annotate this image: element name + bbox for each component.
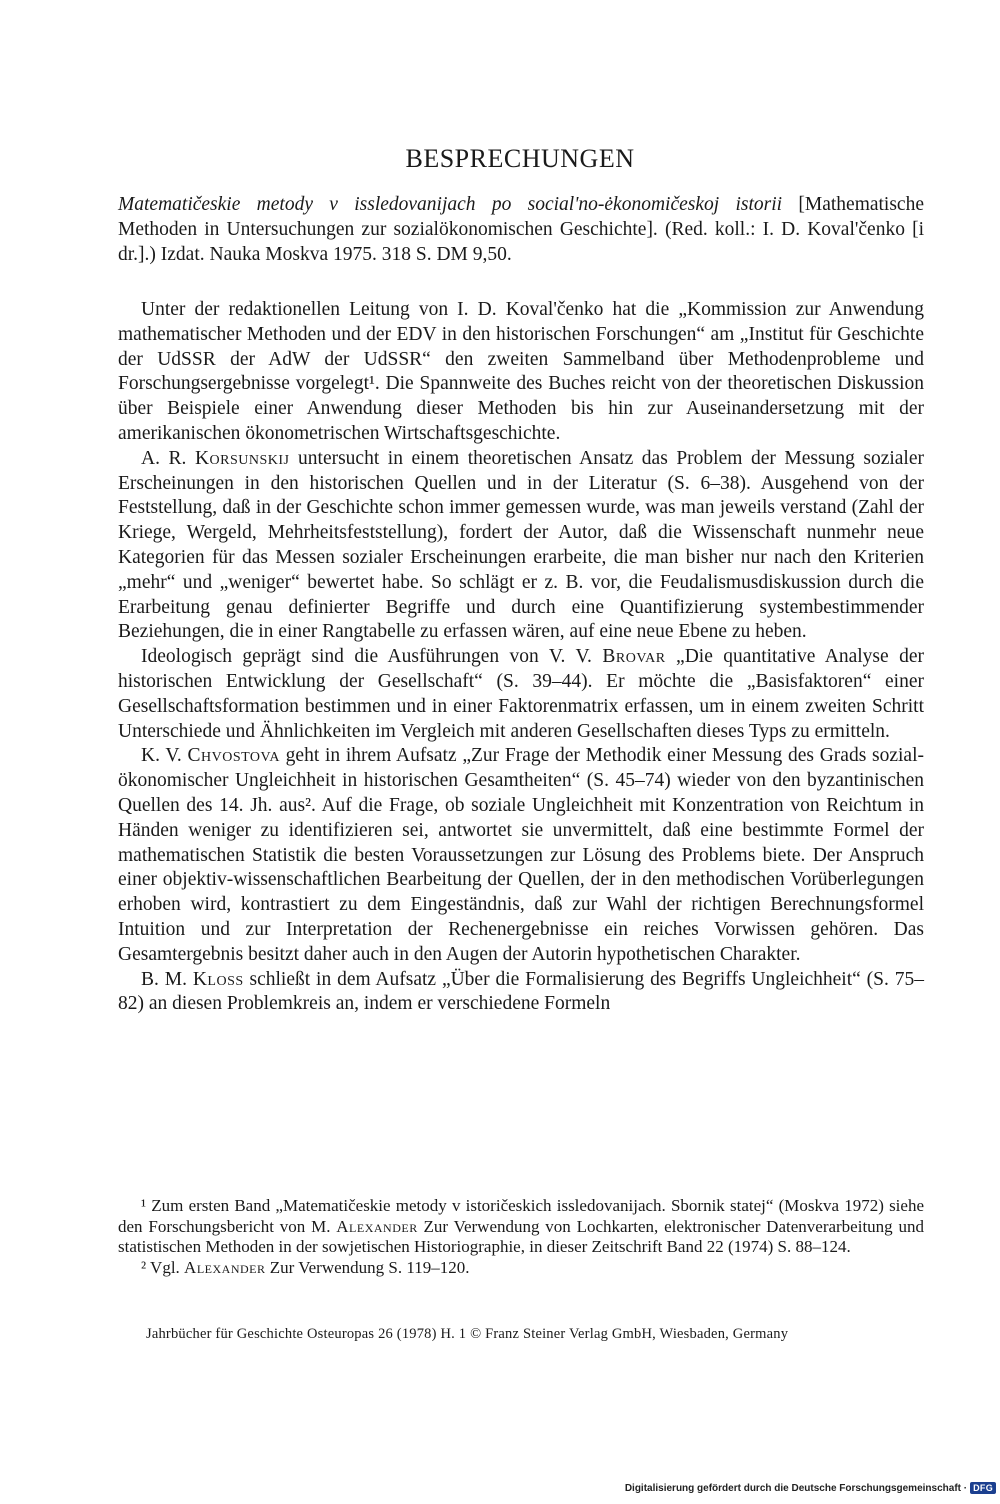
author-name: Alexander [184, 1257, 266, 1277]
author-name: Korsunskij [194, 447, 290, 469]
author-name: Brovar [602, 646, 666, 668]
digitization-notice [625, 1482, 996, 1494]
journal-citation: Jahrbücher für Geschichte Osteuropas 26 (1978) H. 1 © Franz Steiner Verlag GmbH, Wiesbaden, Germany [146, 1326, 789, 1342]
paragraph-text: „Die quantitative Analyse der historischen Entwicklung der Gesellschaft“ (S. 39–44). Er möchte die „Basisfaktoren“ einer Gesellschaftsformation bestimmen und in einer Faktorenmatrix erfassen, um in einem zweiten Schritt Unterschiede und Ähnlichkeiten im Vergleich mit anderen Gesellschaften dieses Typs zu ermitteln. [118, 646, 924, 742]
footnote-text: Zur Verwendung S. 119–120. [265, 1257, 470, 1277]
author-initials: B. M. [141, 968, 193, 990]
footnote-2 [118, 1258, 924, 1279]
review-body [118, 298, 924, 1017]
footnote-text: ¹ Zum ersten Band „Matematičeskie metody v istoričeskich issledovanijach. Sbornik statej“ (Moskva 1972) siehe den Forschungsbericht von M. [118, 1196, 924, 1236]
dfg-notice-text: Digitalisierung gefördert durch die Deutsche Forschungsgemeinschaft · [624, 1482, 968, 1494]
author-initials: A. R. [141, 447, 195, 469]
page-title: BESPRECHUNGEN [405, 144, 635, 174]
bibliographic-reference [118, 192, 924, 267]
book-title: Matematičeskie metody v issledovanijach po social'no-ėkonomičeskoj istorii [118, 194, 783, 215]
author-name: Kloss [192, 968, 244, 990]
paragraph-lead: Ideologisch geprägt sind die Ausführungen von V. V. [141, 646, 603, 668]
paragraph-2 [118, 447, 924, 645]
footnotes [118, 1196, 924, 1278]
footnote-text: ² Vgl. [141, 1257, 185, 1277]
paragraph-3 [118, 645, 924, 744]
author-initials: K. V. [141, 745, 188, 767]
footnote-1 [118, 1196, 924, 1258]
author-name: Alexander [336, 1216, 418, 1236]
paragraph-text: untersucht in einem theoretischen Ansatz das Problem der Messung sozialer Erscheinungen in den historischen Quellen und in der Literatur (S. 6–38). Ausgehend von der Feststellung, daß in der Geschichte schon immer gemessen wurde, was man jeweils verstand (Zahl der Kriege, Wergeld, Mehrheitsfeststellung), fordert der Autor, daß die Wissenschaft nunmehr neue Kategorien für das Messen sozialer Erscheinungen erarbeite, die man bisher nur nach den Kriterien „mehr“ und „weniger“ bewertet habe. So schlägt er z. B. vor, die Feudalismusdiskussion durch die Erarbeitung genau definierter Begriffe und durch eine Quantifizierung systembestimmender Beziehungen, die in einer Rangtabelle zu erfassen wären, auf eine neue Ebene zu heben. [118, 447, 924, 643]
paragraph-text: schließt in dem Aufsatz „Über die Formalisierung des Begriffs Ungleichheit“ (S. 75–82) an diesen Problemkreis an, indem er verschiedene Formeln [118, 968, 924, 1015]
author-name: Chvostova [187, 745, 280, 767]
paragraph-4 [118, 744, 924, 967]
paragraph-5 [118, 968, 924, 1018]
footnote-text: Zur Verwendung von Lochkarten, elektronischer Datenverarbeitung und statistischen Methoden in der sowjetischen Historiographie, in dieser Zeitschrift Band 22 (1974) S. 88–124. [118, 1216, 924, 1256]
paragraph-text: geht in ihrem Aufsatz „Zur Frage der Methodik einer Messung des Grads sozial-ökonomischer Ungleichheit in historischen Gesamtheiten“ (S. 45–74) wieder von den byzantinischen Quellen des 14. Jh. aus². Auf die Frage, ob soziale Ungleichheit mit Konzentration von Reichtum in Händen weniger zu identifizieren sei, antwortet sie unvermittelt, daß eine bestimmte Formel der mathematischen Statistik die besten Voraussetzungen zur Lösung des Problems biete. Der Anspruch einer objektiv-wissenschaftlichen Bearbeitung der Quellen, der in den methodischen Vorüberlegungen erhoben wird, kontrastiert zu dem Eingeständnis, daß zur Wahl der richtigen Berechnungsformel Intuition und zur Interpretation der Rechenergebnisse ein reiches Vorwissen gehören. Das Gesamtergebnis besitzt daher auch in den Augen der Autorin hypothetischen Charakter. [118, 745, 924, 965]
paragraph-1: Unter der redaktionellen Leitung von I. D. Koval'čenko hat die „Kommission zur Anwendung mathematischer Methoden und der EDV in den historischen Forschungen“ am „Institut für Geschichte der UdSSR der AdW der UdSSR“ den zweiten Sammelband über Methodenprobleme und Forschungsergebnisse vorgelegt¹. Die Spannweite des Buches reicht von der theoretischen Diskussion über Beispiele einer Anwendung dieser Methoden bis hin zur Auseinandersetzung mit der amerikanischen ökonometrischen Wirtschaftsgeschichte. [118, 299, 924, 444]
book-details: [Mathematische Methoden in Untersuchungen zur sozialökonomischen Geschichte]. (Red. koll.: I. D. Koval'čenko [i dr.].) Izdat. Nauka Moskva 1975. 318 S. DM 9,50. [118, 194, 924, 265]
dfg-logo-icon: DFG [970, 1482, 996, 1494]
